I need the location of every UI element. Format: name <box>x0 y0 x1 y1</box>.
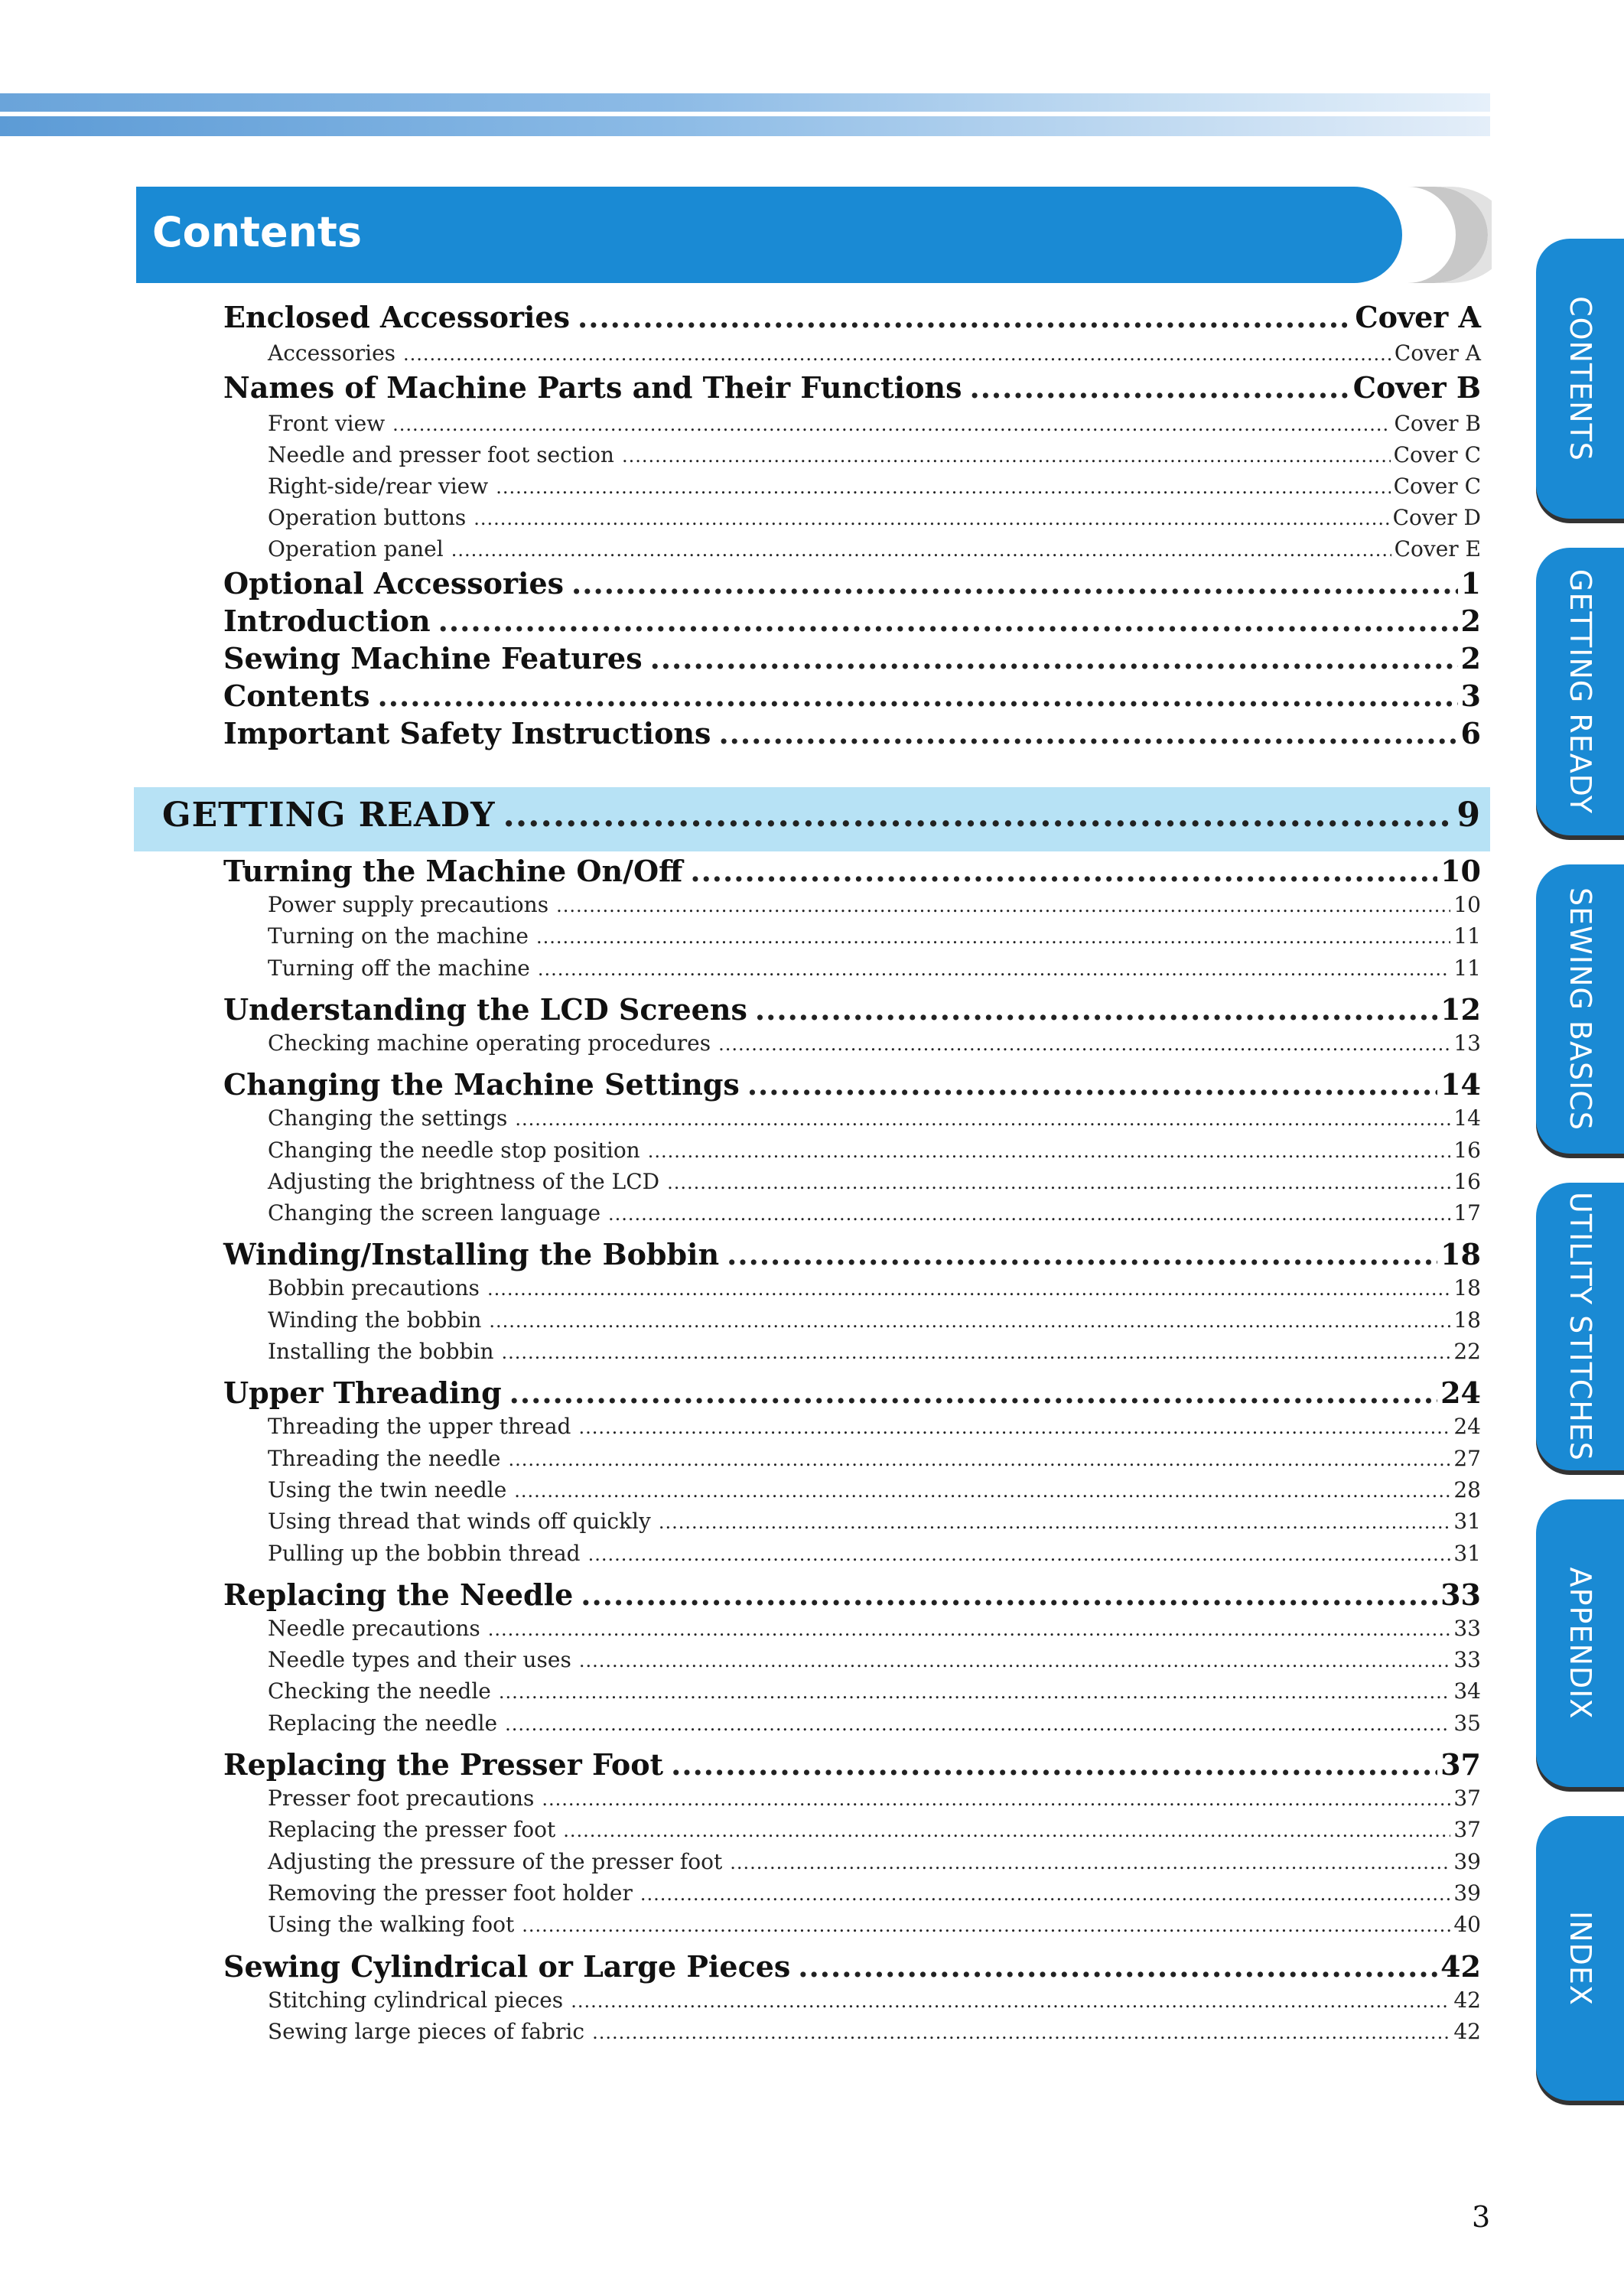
toc-entry-page: 37 <box>1453 1817 1481 1843</box>
toc-subsection[interactable] <box>268 1987 1481 2018</box>
toc-entry-page: 33 <box>1453 1647 1481 1673</box>
dot-leader <box>690 854 1437 888</box>
toc-entry-page: 2 <box>1460 641 1481 675</box>
toc-entry-title: Needle types and their uses <box>268 1647 571 1673</box>
dot-leader <box>488 1619 1451 1640</box>
dot-leader <box>969 370 1349 405</box>
toc-entry-title: Using the walking foot <box>268 1912 515 1938</box>
toc-entry-title: Adjusting the brightness of the LCD <box>268 1168 660 1194</box>
toc-entry-title: Turning off the machine <box>268 955 530 981</box>
dot-leader <box>640 1883 1450 1905</box>
toc-entry-title: Bobbin precautions <box>268 1275 480 1301</box>
dot-leader <box>505 1714 1450 1735</box>
toc-entry-page: 14 <box>1440 1067 1481 1102</box>
toc-section[interactable] <box>223 1237 1481 1274</box>
toc-subsection[interactable] <box>268 1616 1481 1646</box>
toc-entry-page: Cover B <box>1352 370 1481 405</box>
toc-entry-title: Changing the settings <box>268 1105 508 1131</box>
toc-entry-title: Sewing large pieces of fabric <box>268 2018 585 2044</box>
toc-subsection[interactable] <box>268 1541 1481 1571</box>
dot-leader <box>755 992 1437 1027</box>
toc-entry-title: Operation panel <box>268 536 444 562</box>
toc-section[interactable] <box>223 679 1481 715</box>
toc-entry-page: Cover A <box>1355 300 1481 334</box>
dot-leader <box>542 1789 1450 1810</box>
dot-leader <box>571 566 1458 601</box>
toc-entry-title: GETTING READY <box>162 796 496 835</box>
toc-entry-title: Replacing the needle <box>268 1710 498 1736</box>
dot-leader <box>515 1108 1450 1130</box>
toc-entry-title: Operation buttons <box>268 505 467 530</box>
toc-entry-title: Checking machine operating procedures <box>268 1030 711 1056</box>
toc-entry-title: Pulling up the bobbin thread <box>268 1540 581 1566</box>
dot-leader <box>667 1172 1450 1193</box>
tab-index[interactable] <box>1536 1816 1624 2101</box>
toc-subsection[interactable] <box>268 1786 1481 1816</box>
toc-entry-page: 3 <box>1460 679 1481 713</box>
tab-sewing-basics[interactable] <box>1536 864 1624 1154</box>
toc-entry-page: 31 <box>1453 1509 1481 1535</box>
toc-entry-title: Sewing Machine Features <box>223 641 643 675</box>
toc-entry-page: 10 <box>1440 854 1481 888</box>
toc-subsection[interactable] <box>268 892 1481 923</box>
toc-entry-title: Threading the upper thread <box>268 1414 571 1440</box>
toc-entry-title: Using thread that winds off quickly <box>268 1509 651 1535</box>
toc-entry-page: 37 <box>1453 1786 1481 1811</box>
toc-entry-title: Upper Threading <box>223 1375 502 1411</box>
toc-subsection[interactable] <box>268 955 1481 986</box>
toc-subsection[interactable] <box>268 1339 1481 1369</box>
tab-label: UTILITY STITCHES <box>1563 1192 1597 1461</box>
dot-leader <box>727 1237 1437 1271</box>
toc-section[interactable] <box>223 604 1481 640</box>
toc-subsection[interactable] <box>268 442 1481 473</box>
toc-entry-page: 39 <box>1453 1880 1481 1906</box>
dot-leader <box>659 1512 1451 1533</box>
toc-entry-title: Contents <box>223 679 370 713</box>
toc-entry-title: Turning the Machine On/Off <box>223 854 683 888</box>
toc-entry-title: Needle precautions <box>268 1615 480 1641</box>
toc-entry-page: 27 <box>1453 1445 1481 1471</box>
toc-entry-page: 2 <box>1460 604 1481 638</box>
toc-section[interactable] <box>223 992 1481 1029</box>
toc-entry-title: Changing the needle stop position <box>268 1137 640 1163</box>
toc-subsection[interactable] <box>268 1200 1481 1231</box>
toc-entry-title: Names of Machine Parts and Their Functions <box>223 370 962 405</box>
toc-subsection[interactable] <box>268 1030 1481 1061</box>
dot-leader <box>451 539 1391 561</box>
toc-entry-page: 11 <box>1453 955 1481 981</box>
toc-entry-title: Installing the bobbin <box>268 1339 494 1364</box>
toc-entry-title: Accessories <box>268 340 396 366</box>
tab-getting-ready[interactable] <box>1536 548 1624 835</box>
tab-appendix[interactable] <box>1536 1499 1624 1787</box>
toc-entry-page: 16 <box>1453 1137 1481 1163</box>
tab-label: APPENDIX <box>1563 1567 1597 1720</box>
dot-leader <box>502 1342 1451 1363</box>
toc-section[interactable] <box>223 1747 1481 1784</box>
toc-entry-page: 14 <box>1453 1105 1481 1131</box>
toc-entry-title: Winding the bobbin <box>268 1307 482 1333</box>
toc-entry-title: Changing the screen language <box>268 1200 601 1226</box>
toc-entry-page: 28 <box>1453 1476 1481 1502</box>
dot-leader <box>730 1852 1450 1873</box>
toc-entry-page: 33 <box>1453 1615 1481 1641</box>
toc-subsection[interactable] <box>268 1817 1481 1847</box>
toc-entry-page: 42 <box>1453 2018 1481 2044</box>
toc-subsection[interactable] <box>268 1414 1481 1444</box>
toc-subsection[interactable] <box>268 1275 1481 1306</box>
toc-entry-title: Replacing the Needle <box>223 1577 574 1612</box>
dot-leader <box>514 1480 1450 1502</box>
dot-leader <box>622 445 1391 467</box>
dot-leader <box>474 508 1389 529</box>
toc-entry-page: 31 <box>1453 1540 1481 1566</box>
dot-leader <box>509 1375 1437 1410</box>
toc-entry-page: Cover E <box>1394 536 1481 562</box>
toc-entry-title: Turning on the machine <box>268 923 529 949</box>
dot-leader <box>538 959 1450 980</box>
toc-entry-title: Stitching cylindrical pieces <box>268 1987 564 2013</box>
toc-section[interactable] <box>223 854 1481 890</box>
dot-leader <box>392 414 1391 435</box>
dot-leader <box>798 1949 1437 1984</box>
dot-leader <box>592 2022 1450 2043</box>
toc-entry-page: 18 <box>1440 1237 1481 1272</box>
toc-entry-page: Cover D <box>1392 505 1481 530</box>
dot-leader <box>496 477 1390 498</box>
dot-leader <box>650 641 1458 675</box>
toc-subsection[interactable] <box>268 1169 1481 1200</box>
dot-leader <box>581 1577 1437 1612</box>
toc-entry-page: 1 <box>1460 566 1481 601</box>
toc-subsection[interactable] <box>268 411 1481 441</box>
tab-label: SEWING BASICS <box>1563 887 1597 1131</box>
toc-section[interactable] <box>223 716 1481 753</box>
toc-subsection[interactable] <box>268 1678 1481 1709</box>
toc-entry-title: Presser foot precautions <box>268 1786 535 1811</box>
toc-section[interactable] <box>223 566 1481 603</box>
toc-subsection[interactable] <box>268 1477 1481 1508</box>
dot-leader <box>522 1915 1450 1936</box>
toc-chapter[interactable] <box>162 796 1481 842</box>
toc-entry-page: 16 <box>1453 1168 1481 1194</box>
toc-entry-page: 33 <box>1440 1577 1481 1612</box>
toc-entry-title: Adjusting the pressure of the presser foot <box>268 1848 723 1874</box>
toc-entry-page: 18 <box>1453 1275 1481 1301</box>
dot-leader <box>536 926 1450 948</box>
dot-leader <box>718 1034 1450 1055</box>
toc-entry-page: Cover B <box>1394 411 1481 436</box>
toc-entry-title: Optional Accessories <box>223 566 565 601</box>
dot-leader <box>378 679 1458 713</box>
toc-subsection[interactable] <box>268 923 1481 954</box>
toc-entry-page: Cover C <box>1393 474 1481 499</box>
toc-entry-page: 6 <box>1460 716 1481 750</box>
toc-subsection[interactable] <box>268 1446 1481 1476</box>
toc-entry-page: 10 <box>1453 892 1481 917</box>
toc-section[interactable] <box>223 1375 1481 1412</box>
toc-subsection[interactable] <box>268 2019 1481 2049</box>
toc-entry-title: Replacing the Presser Foot <box>223 1747 664 1782</box>
dot-leader <box>487 1278 1450 1300</box>
dot-leader <box>579 1650 1451 1672</box>
toc-entry-page: 13 <box>1453 1030 1481 1056</box>
dot-leader <box>578 300 1352 334</box>
dot-leader <box>747 1067 1437 1102</box>
dot-leader <box>499 1681 1450 1703</box>
toc-entry-page: 9 <box>1456 796 1481 835</box>
toc-entry-title: Understanding the LCD Screens <box>223 991 747 1027</box>
toc-subsection[interactable] <box>268 1711 1481 1741</box>
toc-entry-page: 40 <box>1453 1912 1481 1938</box>
toc-subsection[interactable] <box>268 1105 1481 1136</box>
toc-entry-page: 18 <box>1453 1307 1481 1333</box>
toc-section[interactable] <box>223 1067 1481 1104</box>
toc-entry-title: Introduction <box>223 604 431 638</box>
toc-entry-title: Power supply precautions <box>268 892 549 917</box>
toc-entry-page: 24 <box>1453 1414 1481 1440</box>
toc-section[interactable] <box>223 370 1481 407</box>
toc-entry-page: 39 <box>1453 1848 1481 1874</box>
toc-entry-page: 17 <box>1453 1200 1481 1226</box>
toc-subsection[interactable] <box>268 1307 1481 1338</box>
toc-entry-title: Right-side/rear view <box>268 474 489 499</box>
toc-subsection[interactable] <box>268 1647 1481 1678</box>
toc-entry-page: 42 <box>1440 1948 1481 1984</box>
dot-leader <box>671 1747 1437 1782</box>
toc-entry-page: Cover C <box>1393 442 1481 467</box>
toc-subsection[interactable] <box>268 474 1481 504</box>
toc-entry-title: Checking the needle <box>268 1678 491 1704</box>
page-number: 3 <box>1472 2200 1491 2234</box>
toc-entry-title: Using the twin needle <box>268 1476 507 1502</box>
tab-label: INDEX <box>1563 1911 1597 2006</box>
toc-entry-title: Front view <box>268 411 386 436</box>
dot-leader <box>648 1141 1451 1162</box>
dot-leader <box>718 716 1457 750</box>
dot-leader <box>578 1417 1450 1438</box>
toc-section[interactable] <box>223 1949 1481 1986</box>
toc-entry-title: Important Safety Instructions <box>223 716 711 750</box>
tab-utility-stitches[interactable] <box>1536 1183 1624 1470</box>
toc-subsection[interactable] <box>268 1849 1481 1880</box>
toc-entry-title: Changing the Machine Settings <box>223 1067 740 1102</box>
tab-contents[interactable] <box>1536 239 1624 519</box>
toc-entry-title: Winding/Installing the Bobbin <box>223 1237 720 1272</box>
toc-entry-page: 34 <box>1453 1678 1481 1704</box>
toc-section[interactable] <box>223 641 1481 678</box>
toc-section[interactable] <box>223 300 1481 337</box>
toc-subsection[interactable] <box>268 1509 1481 1539</box>
dot-leader <box>571 1991 1450 2012</box>
tab-label: GETTING READY <box>1563 568 1597 815</box>
dot-leader <box>503 796 1454 835</box>
toc-subsection[interactable] <box>268 505 1481 536</box>
toc-entry-title: Threading the needle <box>268 1445 501 1471</box>
toc-subsection[interactable] <box>268 536 1481 567</box>
dot-leader <box>563 1820 1450 1841</box>
tab-label: CONTENTS <box>1563 296 1597 461</box>
dot-leader <box>608 1203 1450 1225</box>
toc-section[interactable] <box>223 1577 1481 1614</box>
toc-entry-page: 42 <box>1453 1987 1481 2013</box>
dot-leader <box>489 1310 1450 1332</box>
toc-entry-page: 12 <box>1440 991 1481 1027</box>
dot-leader <box>508 1449 1450 1470</box>
toc-entry-page: 24 <box>1440 1375 1481 1411</box>
toc-subsection[interactable] <box>268 340 1481 371</box>
toc-entry-title: Sewing Cylindrical or Large Pieces <box>223 1948 791 1984</box>
page-title: Contents <box>152 208 363 256</box>
toc-subsection[interactable] <box>268 1138 1481 1168</box>
dot-leader <box>588 1544 1451 1565</box>
toc-entry-page: Cover A <box>1394 340 1481 366</box>
dot-leader <box>556 895 1450 916</box>
toc-entry-title: Replacing the presser foot <box>268 1817 556 1843</box>
toc-subsection[interactable] <box>268 1880 1481 1911</box>
toc-subsection[interactable] <box>268 1912 1481 1942</box>
dot-leader <box>403 343 1391 365</box>
toc-entry-title: Needle and presser foot section <box>268 442 614 467</box>
toc-entry-page: 35 <box>1453 1710 1481 1736</box>
toc-entry-page: 37 <box>1440 1747 1481 1782</box>
toc-entry-title: Enclosed Accessories <box>223 300 570 334</box>
toc-entry-page: 22 <box>1453 1339 1481 1364</box>
toc-entry-title: Removing the presser foot holder <box>268 1880 633 1906</box>
dot-leader <box>438 604 1458 638</box>
toc-entry-page: 11 <box>1453 923 1481 949</box>
